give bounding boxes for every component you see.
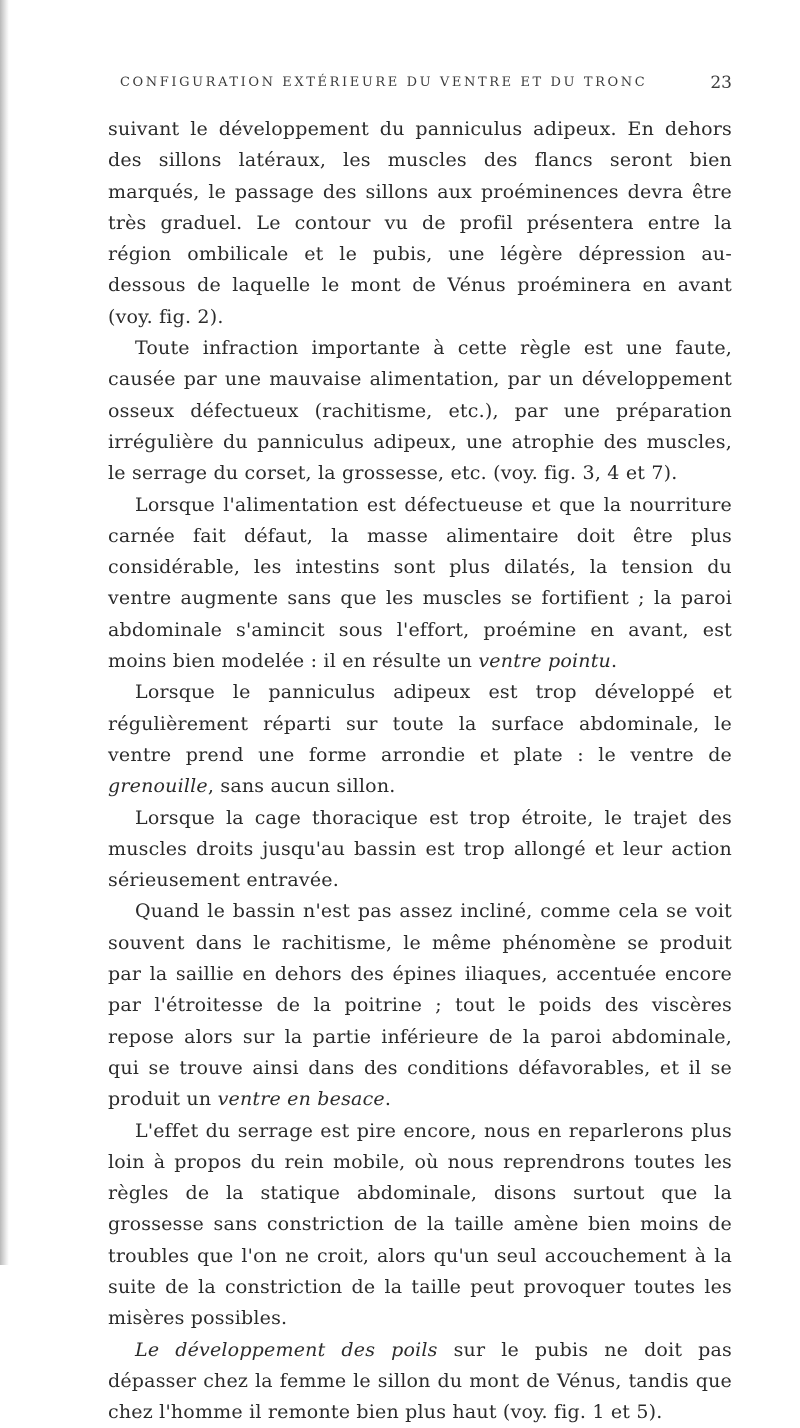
italic-term: ventre pointu [478,650,611,673]
italic-term: grenouille [108,775,208,798]
paragraph-5: Lorsque la cage thoracique est trop étroite, le trajet des muscles droits jusqu'au bassin est trop allongé et leur action sérieusement entravée. [108,806,732,892]
paragraph-4: Lorsque le panniculus adipeux est trop développé et régulièrement réparti sur toute la surface abdominale, le ventre prend une forme arrondie et plate : le ventre de grenouille, sans aucun sillon. [108,681,732,798]
paragraph-7: L'effet du serrage est pire encore, nous en reparlerons plus loin à propos du rein mobile, où nous reprendrons toutes les règles de la statique abdominale, disons surtout que la grossesse sans constriction de la taille amène bien moins de troubles que l'on ne croit, alors qu'un seul accouchement à la suite de la constriction de la taille peut provoquer toutes les misères possibles. [108,1119,732,1330]
paragraph-6: Quand le bassin n'est pas assez incliné, comme cela se voit souvent dans le rachitisme, le même phénomène se produit par la saillie en dehors des épines iliaques, accentuée encore par l'étroitesse de la poitrine ; tout le poids des viscères repose alors sur la partie inférieure de la paroi abdominale, qui se trouve ainsi dans des conditions défavorables, et il se produit un ventre en besace. [108,900,732,1111]
paragraph-8: Le développement des poils sur le pubis ne doit pas dépasser chez la femme le sillon du mont de Vénus, tandis que chez l'homme il remonte bien plus haut (voy. fig. 1 et 5). [108,1338,732,1424]
paragraph-1: suivant le développement du panniculus adipeux. En dehors des sillons latéraux, les muscles des flancs seront bien marqués, le passage des sillons aux proéminences devra être très graduel. Le contour vu de profil présentera entre la région ombilicale et le pubis, une légère dépression au-dessous de laquelle le mont de Vénus proéminera en avant (voy. fig. 2). [108,118,732,328]
italic-term: ventre en besace [217,1088,385,1111]
page-binding-edge [0,0,9,1265]
page-header [120,73,732,99]
page-number: 23 [710,73,732,93]
body-text [108,114,732,1428]
paragraph-3: Lorsque l'alimentation est défectueuse et que la nourriture carnée fait défaut, la masse alimentaire doit être plus considérable, les intestins sont plus dilatés, la tension du ventre augmente sans que les muscles se fortifient ; la paroi abdominale s'amincit sous l'effort, proémine en avant, est moins bien modelée : il en résulte un ventre pointu. [108,493,732,673]
paragraph-2: Toute infraction importante à cette règle est une faute, causée par une mauvaise alimentation, par un développement osseux défectueux (rachitisme, etc.), par une préparation irrégulière du panniculus adipeux, une atrophie des muscles, le serrage du corset, la grossesse, etc. (voy. fig. 3, 4 et 7). [108,337,732,485]
running-title: CONFIGURATION EXTÉRIEURE DU VENTRE ET DU TRONC [120,75,648,90]
italic-term: Le développement des poils [135,1338,438,1361]
